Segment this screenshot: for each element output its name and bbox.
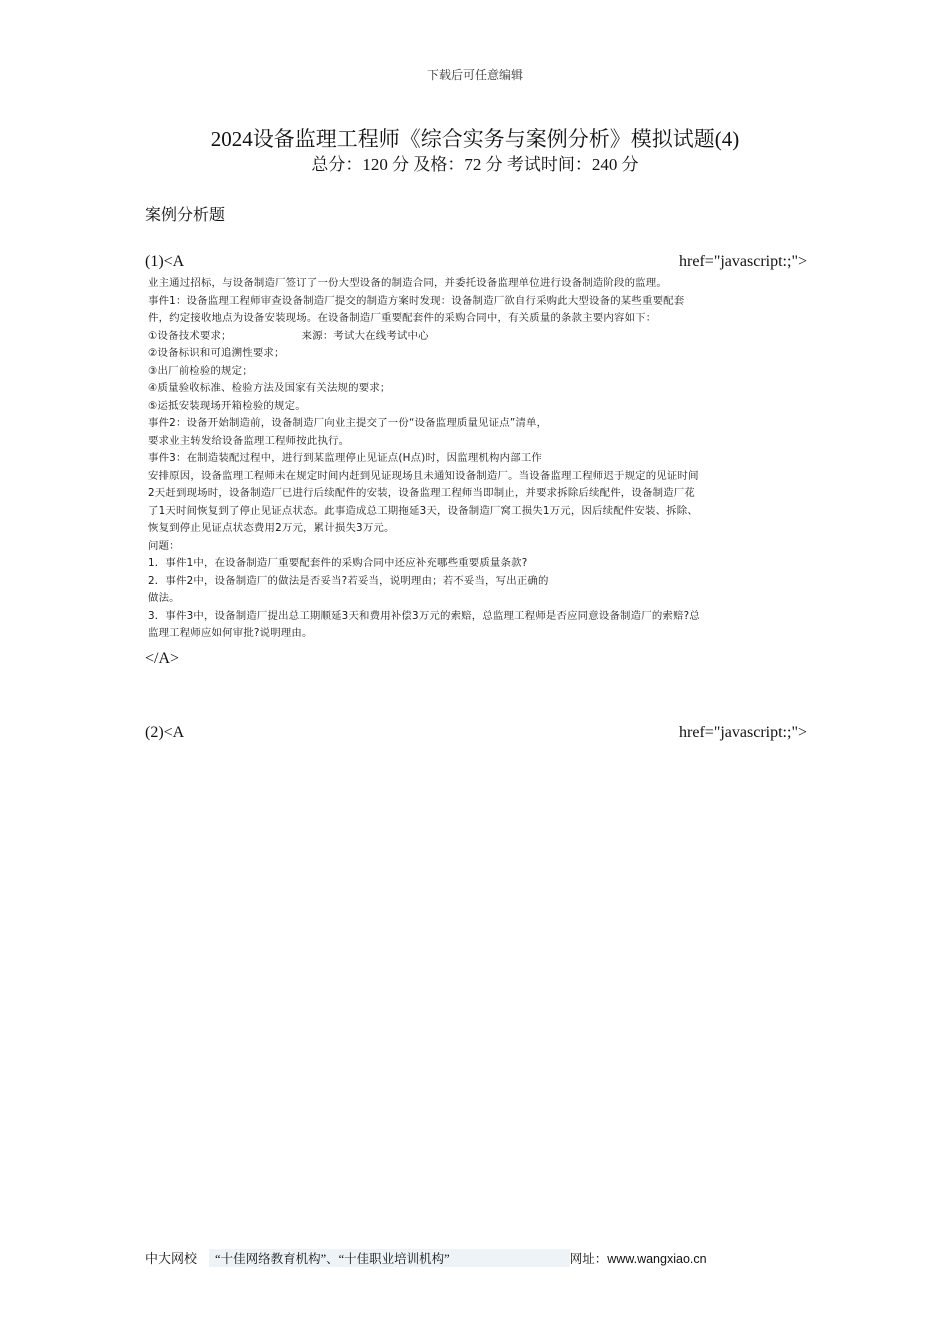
question-1-link[interactable] <box>145 253 807 271</box>
case-line: 做法。 <box>148 592 180 604</box>
case-line: ②设备标识和可追溯性要求； <box>148 347 285 359</box>
question-1-open-right: href="javascript:;"> <box>679 253 807 270</box>
case-line: 事件3：在制造装配过程中，进行到某监理停止见证点(H点)时，因监理机构内部工作 <box>148 452 542 464</box>
case-line: 监理工程师应如何审批?说明理由。 <box>148 627 313 639</box>
case-line: ⑤运抵安装现场开箱检验的规定。 <box>148 399 306 412</box>
case-line: 事件1：设备监理工程师审查设备制造厂提交的制造方案时发现：设备制造厂欲自行采购此大型设备的某些重要配套 <box>148 294 685 307</box>
case-line: ③出厂前检验的规定； <box>148 364 253 377</box>
case-line: ④质量验收标准、检验方法及国家有关法规的要求； <box>148 382 391 394</box>
page-footer <box>145 1248 745 1267</box>
footer-url[interactable]: 网址：www.wangxiao.cn <box>569 1251 707 1266</box>
case-line: 件，约定接收地点为设备安装现场。在设备制造厂重要配套件的采购合同中，有关质量的条款主要内容如下： <box>148 312 657 324</box>
case-line: 1．事件1中，在设备制造厂重要配套件的采购合同中还应补充哪些重要质量条款? <box>148 557 528 569</box>
question-1-open-left: (1)<A <box>145 253 185 270</box>
question-2-link[interactable] <box>145 724 807 742</box>
footer-org: 中大网校 <box>145 1251 198 1266</box>
question-2-open-right: href="javascript:;"> <box>679 724 807 741</box>
case-item: ①设备技术要求； <box>148 329 232 342</box>
case-line: 恢复到停止见证点状态费用2万元，累计损失3万元。 <box>148 522 395 534</box>
header-note: 下载后可任意编辑 <box>426 68 523 82</box>
case-line: 2．事件2中，设备制造厂的做法是否妥当?若妥当，说明理由；若不妥当，写出正确的 <box>148 574 549 587</box>
question-2-open-left: (2)<A <box>145 724 185 741</box>
case-line: 了1天时间恢复到了停止见证点状态。此事造成总工期拖延3天，设备制造厂窝工损失1万元，因后续配件安装、拆除、 <box>148 504 698 517</box>
case-line: 业主通过招标，与设备制造厂签订了一份大型设备的制造合同，并委托设备监理单位进行设备制造阶段的监理。 <box>148 277 667 289</box>
case-line: 2天赶到现场时，设备制造厂已进行后续配件的安装，设备监理工程师当即制止，并要求拆除后续配件，设备制造厂花 <box>148 487 695 499</box>
case-text <box>148 275 808 643</box>
footer-slogan: “十佳网络教育机构”、“十佳职业培训机构” <box>209 1249 570 1267</box>
exam-info: 总分：120 分 及格：72 分 考试时间：240 分 <box>311 155 639 174</box>
case-line: 安排原因，设备监理工程师未在规定时间内赶到见证现场且未通知设备制造厂。当设备监理工程师迟于规定的见证时间 <box>148 469 699 482</box>
case-line <box>148 328 808 346</box>
page-title: 2024设备监理工程师《综合实务与案例分析》模拟试题(4) <box>210 127 740 151</box>
case-line: 事件2：设备开始制造前，设备制造厂向业主提交了一份“设备监理质量见证点”清单， <box>148 417 548 429</box>
case-line: 问题： <box>148 539 180 552</box>
case-line: 要求业主转发给设备监理工程师按此执行。 <box>148 434 350 447</box>
question-1-close: </A> <box>145 650 180 667</box>
source-note: 来源：考试大在线考试中心 <box>301 329 429 342</box>
case-line: 3．事件3中，设备制造厂提出总工期顺延3天和费用补偿3万元的索赔，总监理工程师是否应同意设备制造厂的索赔?总 <box>148 609 700 622</box>
section-title: 案例分析题 <box>145 207 226 224</box>
